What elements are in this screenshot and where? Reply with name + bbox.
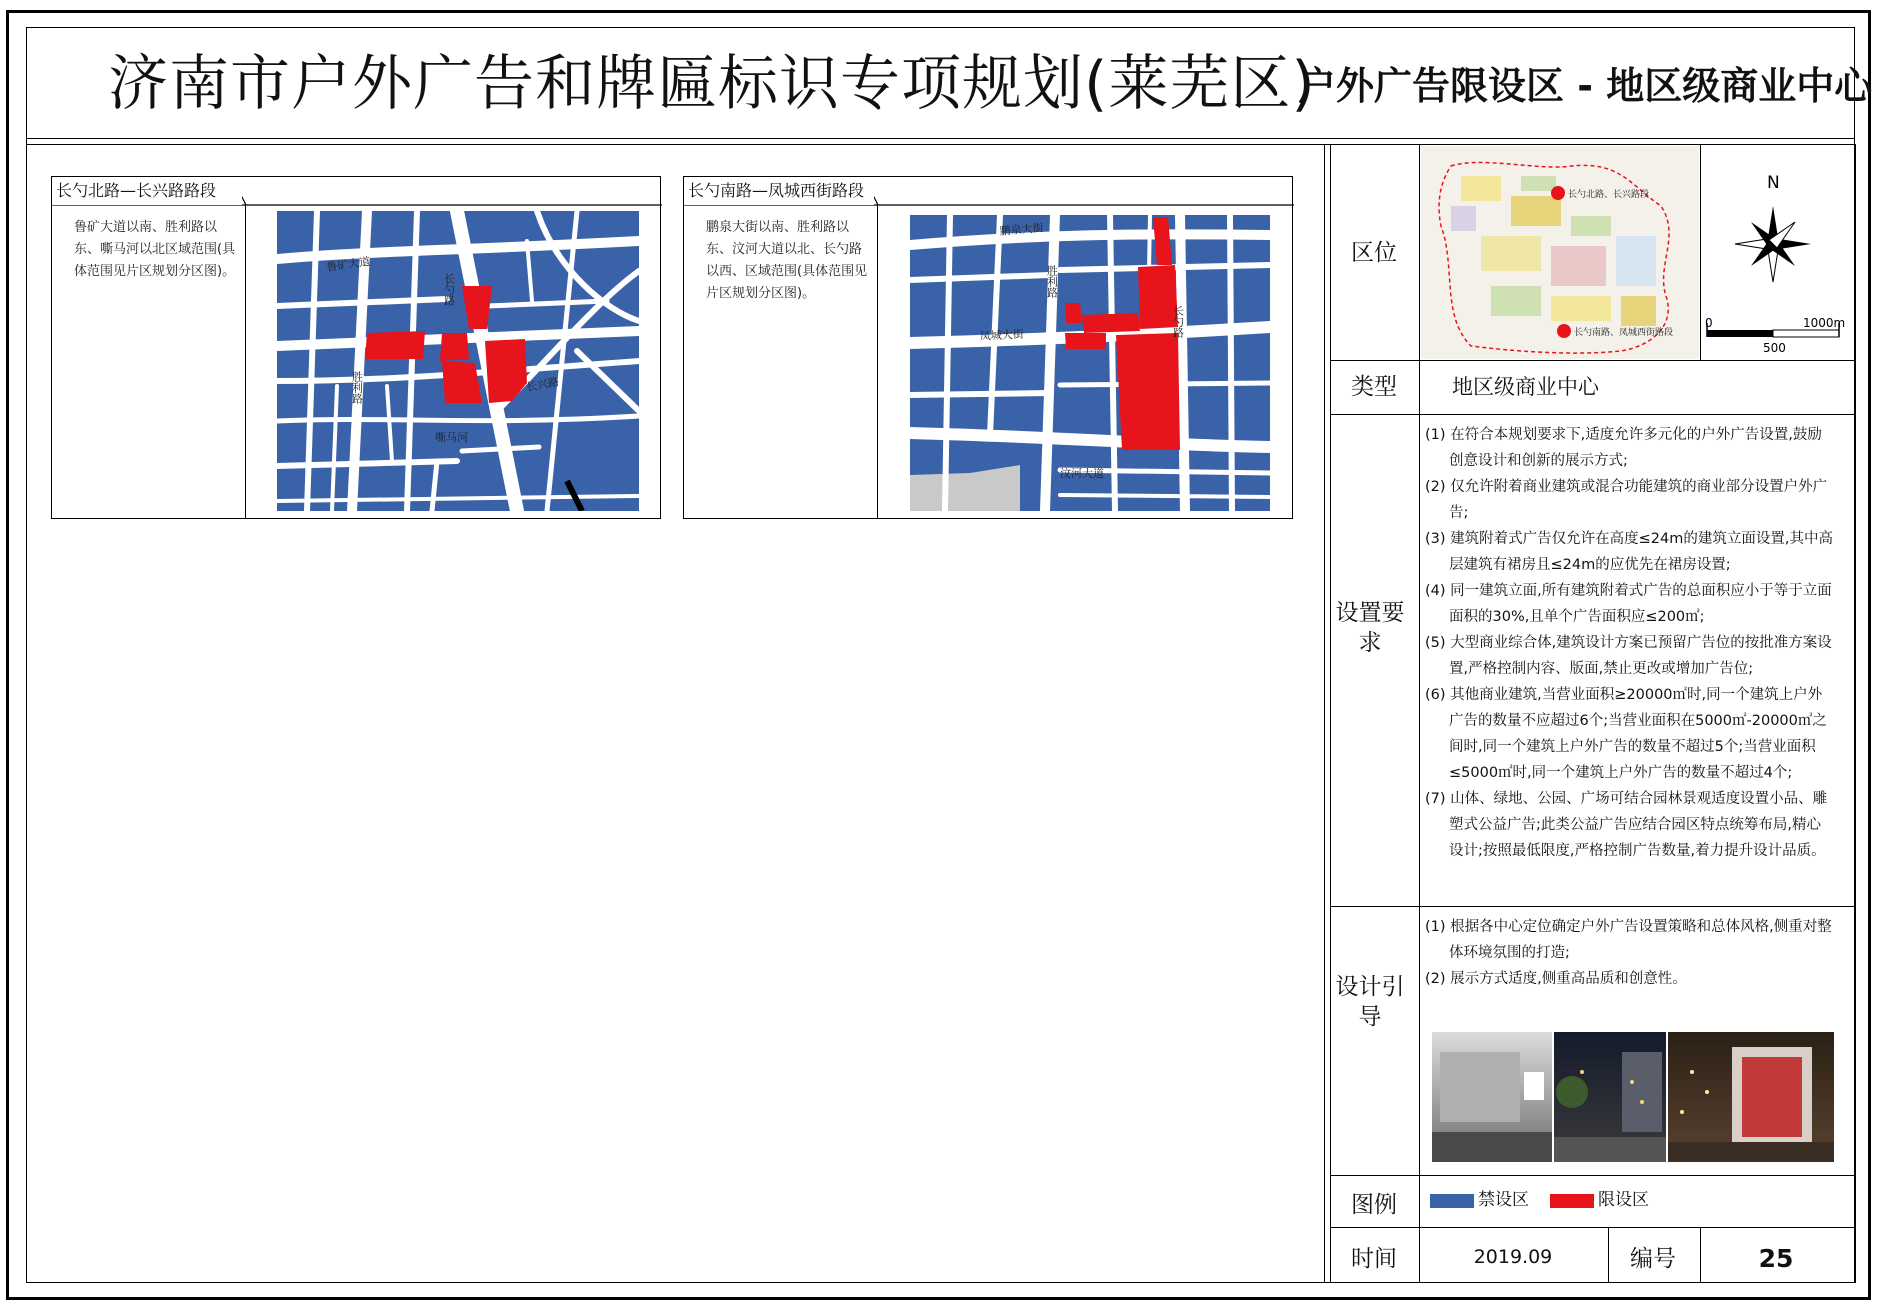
legend-label: 图例 [1351,1192,1397,1218]
design-item: (1) 根据各中心定位确定户外广告设置策略和总体风格,侧重对整体环境氛围的打造; [1425,919,1832,961]
requirement-item: (6) 其他商业建筑,当营业面积≥20000㎡时,同一个建筑上户外广告的数量不应超过6个;当营业面积在5000㎡-20000㎡之间时,同一个建筑上户外广告的数量不超过5个;当营业面积≤5000㎡时,同一个建筑上户外广告的数量不超过4个; [1425,687,1827,781]
panel-1-tab: 长勺北路—长兴路路段 [52,177,242,205]
location-marker-1 [1551,186,1565,200]
time-value: 2019.09 [1473,1246,1553,1268]
time-label: 时间 [1351,1246,1397,1272]
requirement-item: (3) 建筑附着式广告仅允许在高度≤24m的建筑立面设置,其中高层建筑有裙房且≤24m的应优先在裙房设置; [1425,531,1833,573]
compass-rose-icon [1735,206,1811,282]
panel-2-description: 鹏泉大街以南、胜利路以东、汶河大道以北、长勺路以西、区域范围(具体范围见片区规划分区图)。 [706,220,868,301]
map-2-label-4: 汶河大道 [1060,467,1104,480]
location-divider [1700,144,1701,360]
scale-label-500: 500 [1763,341,1786,355]
example-photos [1432,1032,1834,1162]
number-label: 编号 [1630,1246,1676,1272]
design-list [1425,914,1835,992]
location-label: 区位 [1351,240,1397,266]
scale-bar [1705,316,1845,355]
photo-1 [1432,1032,1552,1162]
row-line-1 [1330,360,1855,361]
row-line-3 [1330,906,1855,907]
map-2-label-0: 鹏泉大街 [999,221,1045,238]
panel-1-divider [245,205,246,518]
design-item: (2) 展示方式适度,侧重高品质和创意性。 [1425,971,1687,987]
number-value: 25 [1758,1244,1794,1273]
map-1-label-1: 长勺路 [442,273,456,306]
type-value: 地区级商业中心 [1452,375,1599,399]
panel-2-divider [877,205,878,518]
page-subtitle: 户外广告限设区 - 地区级商业中心 [1298,64,1873,108]
requirements-label: 设置要求 [1335,600,1405,656]
photo-2 [1554,1032,1666,1162]
time-divider [1608,1227,1609,1283]
map-2-label-3: 长勺路 [1171,305,1185,338]
map-2-label-2: 凤城大街 [979,327,1025,343]
panel-1-description: 鲁矿大道以南、胜利路以东、嘶马河以北区域范围(具体范围见片区规划分区图)。 [74,220,236,279]
sidebar-left-border-2 [1330,144,1331,1283]
page-title: 济南市户外广告和牌匾标识专项规划(莱芜区) [108,49,1316,119]
number-divider [1700,1227,1701,1283]
north-arrow-icon [1703,170,1853,360]
map-1-label-3: 长兴路 [525,375,561,394]
legend-label-prohibited: 禁设区 [1478,1190,1529,1210]
location-marker-2-label: 长勺南路、凤城西街路段 [1574,328,1674,338]
map-1-label-0: 鲁矿大道 [325,254,371,274]
requirement-item: (2) 仅允许附着商业建筑或混合功能建筑的商业部分设置户外广告; [1425,479,1828,521]
title-rule-1 [26,138,1855,139]
type-label: 类型 [1351,374,1397,400]
map-1 [277,211,639,511]
row-line-2 [1330,414,1855,415]
title-rule-2 [26,144,1855,145]
row-line-5 [1330,1227,1855,1228]
requirement-item: (5) 大型商业综合体,建筑设计方案已预留广告位的按批准方案设置,严格控制内容、版面,禁止更改或增加广告位; [1425,635,1832,677]
location-mini-map [1421,146,1699,359]
requirement-item: (4) 同一建筑立面,所有建筑附着式广告的总面积应小于等于立面面积的30%,且单个广告面积应≤200㎡; [1425,583,1832,625]
sidebar-left-border [1324,144,1325,1283]
map-2-label-1: 胜利路 [1045,265,1059,298]
panel-2-tab: 长勺南路—凤城西街路段 [684,177,874,205]
legend-label-restricted: 限设区 [1598,1190,1649,1210]
legend-swatch-prohibited [1430,1194,1474,1208]
map-panel-2 [683,176,1293,519]
legend-swatch-restricted [1550,1194,1594,1208]
row-line-4 [1330,1175,1855,1176]
design-label: 设计引导 [1335,974,1405,1030]
map-2 [910,215,1270,511]
scale-label-0: 0 [1705,316,1713,330]
map-1-label-2: 胜利路 [350,371,364,404]
scale-label-1000: 1000m [1803,316,1846,330]
map-panel-1 [51,176,661,519]
sidebar-right-border [1855,144,1856,1283]
north-label: N [1767,173,1780,193]
requirements-list [1425,422,1835,864]
map-1-label-4: 嘶马河 [435,431,468,444]
requirement-item: (7) 山体、绿地、公园、广场可结合园林景观适度设置小品、雕塑式公益广告;此类公益广告应结合园区特点统筹布局,精心设计;按照最低限度,严格控制广告数量,着力提升设计品质。 [1425,791,1828,859]
sidebar-label-divider [1419,144,1420,1283]
location-marker-2 [1557,324,1571,338]
requirement-item: (1) 在符合本规划要求下,适度允许多元化的户外广告设置,鼓励创意设计和创新的展示方式; [1425,427,1822,469]
location-marker-1-label: 长勺北路、长兴路段 [1568,190,1650,200]
photo-3 [1668,1032,1834,1162]
